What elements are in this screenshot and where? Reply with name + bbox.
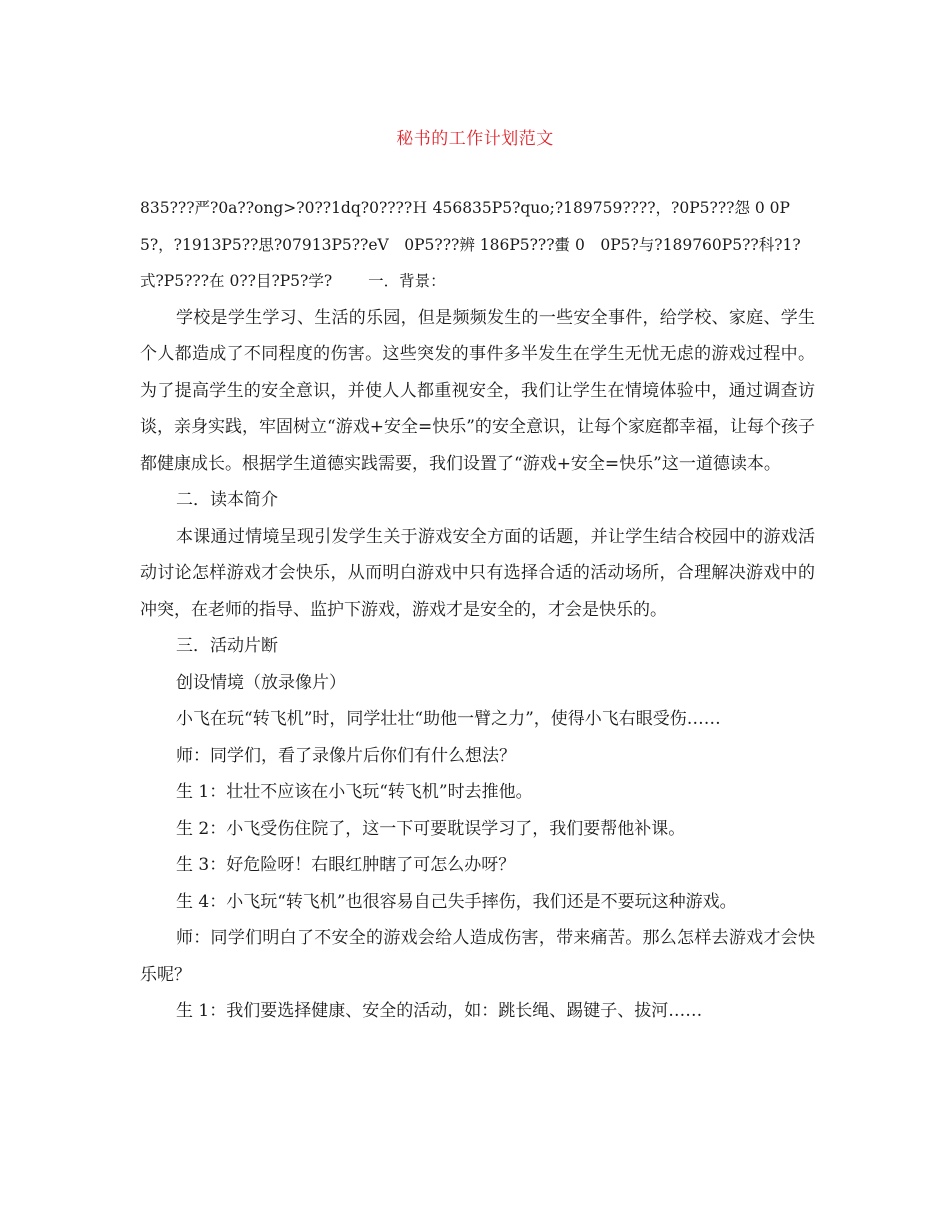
section-heading-activity: 三．活动片断 — [176, 636, 278, 656]
paragraph-line: 生 3：好危险呀！右眼红肿瞎了可怎么办呀？ — [176, 855, 516, 875]
paragraph-background: 学校是学生学习、生活的乐园，但是频频发生的一些安全事件，给学校、家庭、学生个人都造成了不同程度的伤害。这些突发的事件多半发生在学生无忧无虑的游戏过程中。为了提高学生的安全意识，并使人人都重视安全，我们让学生在情境体验中，通过调查访谈，亲身实践，牢固树立“游戏+安全=快乐”的安全意识，让每个家庭都幸福，让每个孩子都健康成长。根据学生道德实践需要，我们设置了“游戏+安全=快乐”这一道德读本。 — [140, 307, 815, 474]
paragraph-line: 生 1：我们要选择健康、安全的活动，如：跳长绳、踢键子、拔河…… — [176, 1001, 703, 1021]
paragraph-line: 创设情境（放录像片） — [176, 672, 346, 693]
paragraph-line: 师：同学们，看了录像片后你们有什么想法？ — [176, 745, 516, 766]
garbled-paragraph — [140, 190, 815, 300]
section-heading-background: 一．背景： — [368, 272, 446, 290]
paragraph-introduction: 本课通过情境呈现引发学生关于游戏安全方面的话题，并让学生结合校园中的游戏活动讨论怎样游戏才会快乐，从而明白游戏中只有选择合适的活动场所，合理解决游戏中的冲突，在老师的指导、监护下游戏，游戏才是安全的，才会是快乐的。 — [140, 526, 815, 620]
paragraph-line: 生 4：小飞玩“转飞机”也很容易自己失手摔伤，我们还是不要玩这种游戏。 — [176, 891, 737, 912]
document-body — [140, 190, 815, 1030]
paragraph-line: 师：同学们明白了不安全的游戏会给人造成伤害，带来痛苦。那么怎样去游戏才会快乐呢？ — [140, 928, 815, 985]
garbled-text: 835???严?0a??ong>?0??1dq?0????Ｈ 456835P5?quo;?189759????，?0P5???怨 0 0P5?，?1913P5??思?07913P5??eV 0P5???辨 186P5???蟗 0 0P5?与?189760P5??科?1?式?P5???在 0??目?P5?学? — [140, 199, 801, 290]
paragraph-line: 小飞在玩“转飞机”时，同学壮壮“助他一臂之力”，使得小飞右眼受伤…… — [176, 709, 721, 729]
document-title: 秘书的工作计划范文 — [396, 129, 554, 149]
paragraph-line: 生 2：小飞受伤住院了，这一下可要耽误学习了，我们要帮他补课。 — [176, 818, 686, 839]
section-heading-introduction: 二．读本简介 — [176, 490, 278, 510]
paragraph-line: 生 1：壮壮不应该在小飞玩“转飞机”时去推他。 — [176, 782, 533, 802]
